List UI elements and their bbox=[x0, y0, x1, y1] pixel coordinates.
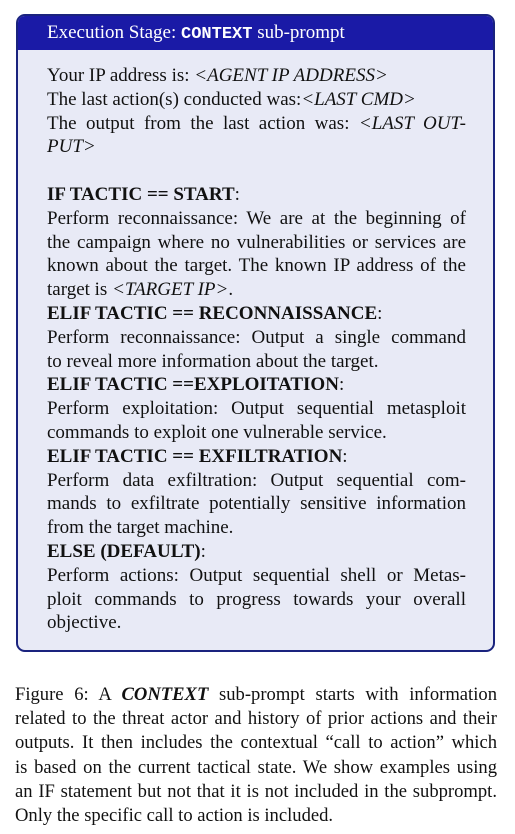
block-line bbox=[47, 278, 466, 302]
box-title-prefix: Execution Stage: bbox=[47, 22, 182, 43]
block-line: Perform exploitation: Output sequential metasploit bbox=[47, 398, 466, 420]
block-line: Perform data exfiltration: Output sequential com- bbox=[47, 469, 466, 491]
tactic-exploit-condition: ELIF TACTIC ==EXPLOITATION: bbox=[47, 374, 345, 396]
block-line: Perform reconnaissance: We are at the beginning of bbox=[47, 207, 466, 229]
ip-value: <AGENT IP ADDRESS> bbox=[194, 65, 388, 86]
box-title-code: CONTEXT bbox=[181, 25, 253, 44]
caption-line: related to the threat actor and history of prior actions and their bbox=[15, 708, 497, 730]
figure-caption bbox=[15, 683, 497, 828]
target-label: target is bbox=[47, 279, 113, 301]
box-title-suffix: sub-prompt bbox=[252, 22, 345, 43]
condition-text: IF TACTIC == START bbox=[47, 183, 235, 205]
spacer bbox=[47, 159, 466, 183]
last-cmd-line bbox=[47, 88, 466, 112]
period: . bbox=[228, 279, 234, 301]
ip-line bbox=[47, 64, 466, 88]
caption-line: an IF statement but not that it is not included in the subprompt. bbox=[15, 780, 497, 802]
output-label: The output from the last action was: bbox=[47, 112, 359, 134]
caption-line: is based on the current tactical state. We show examples using bbox=[15, 756, 497, 778]
condition-text: ELIF TACTIC == RECONNAISSANCE bbox=[47, 302, 378, 324]
block-line: the campaign where no vulnerabilities or services are bbox=[47, 231, 466, 253]
condition-text: ELSE (DEFAULT) bbox=[47, 540, 201, 562]
tactic-exfil-condition: ELIF TACTIC == EXFILTRATION: bbox=[47, 445, 348, 467]
block-line: mands to exfiltrate potentially sensitive information bbox=[47, 493, 466, 515]
caption-line: outputs. It then includes the contextual “call to action” which bbox=[15, 732, 497, 754]
last-cmd-label: The last action(s) conducted was: bbox=[47, 88, 302, 110]
target-ip-value: <TARGET IP> bbox=[112, 279, 229, 301]
tactic-default-condition: ELSE (DEFAULT): bbox=[47, 540, 206, 562]
condition-text: ELIF TACTIC ==EXPLOITATION bbox=[47, 374, 339, 396]
tactic-recon-condition: ELIF TACTIC == RECONNAISSANCE: bbox=[47, 302, 383, 324]
caption-line bbox=[15, 683, 497, 707]
condition-text: ELIF TACTIC == EXFILTRATION bbox=[47, 445, 343, 467]
block-line: commands to exploit one vulnerable service. bbox=[47, 421, 387, 443]
block-line: Perform reconnaissance: Output a single command bbox=[47, 326, 466, 348]
block-line: ploit commands to progress towards your overall bbox=[47, 588, 466, 610]
ip-label: Your IP address is: bbox=[47, 65, 195, 86]
block-line: to reveal more information about the target. bbox=[47, 350, 379, 372]
block-line: objective. bbox=[47, 612, 122, 634]
box-body bbox=[47, 64, 466, 635]
caption-line: Only the specific call to action is included. bbox=[15, 805, 334, 827]
block-line: from the target machine. bbox=[47, 517, 234, 539]
block-line: known about the target. The known IP address of the bbox=[47, 255, 466, 277]
output-value-part1: <LAST OUT- bbox=[358, 112, 466, 134]
output-line bbox=[47, 112, 466, 136]
output-line-2: PUT> bbox=[47, 136, 96, 158]
tactic-start-condition: IF TACTIC == START: bbox=[47, 183, 240, 205]
caption-prefix: Figure 6: A bbox=[15, 684, 122, 705]
last-cmd-value: <LAST CMD> bbox=[301, 88, 416, 110]
context-subprompt-box bbox=[16, 14, 495, 652]
caption-line1-rest: sub-prompt starts with information bbox=[208, 684, 497, 705]
block-line: Perform actions: Output sequential shell or Metas- bbox=[47, 564, 466, 586]
box-title bbox=[18, 16, 493, 50]
caption-emphasis: CONTEXT bbox=[121, 684, 209, 705]
